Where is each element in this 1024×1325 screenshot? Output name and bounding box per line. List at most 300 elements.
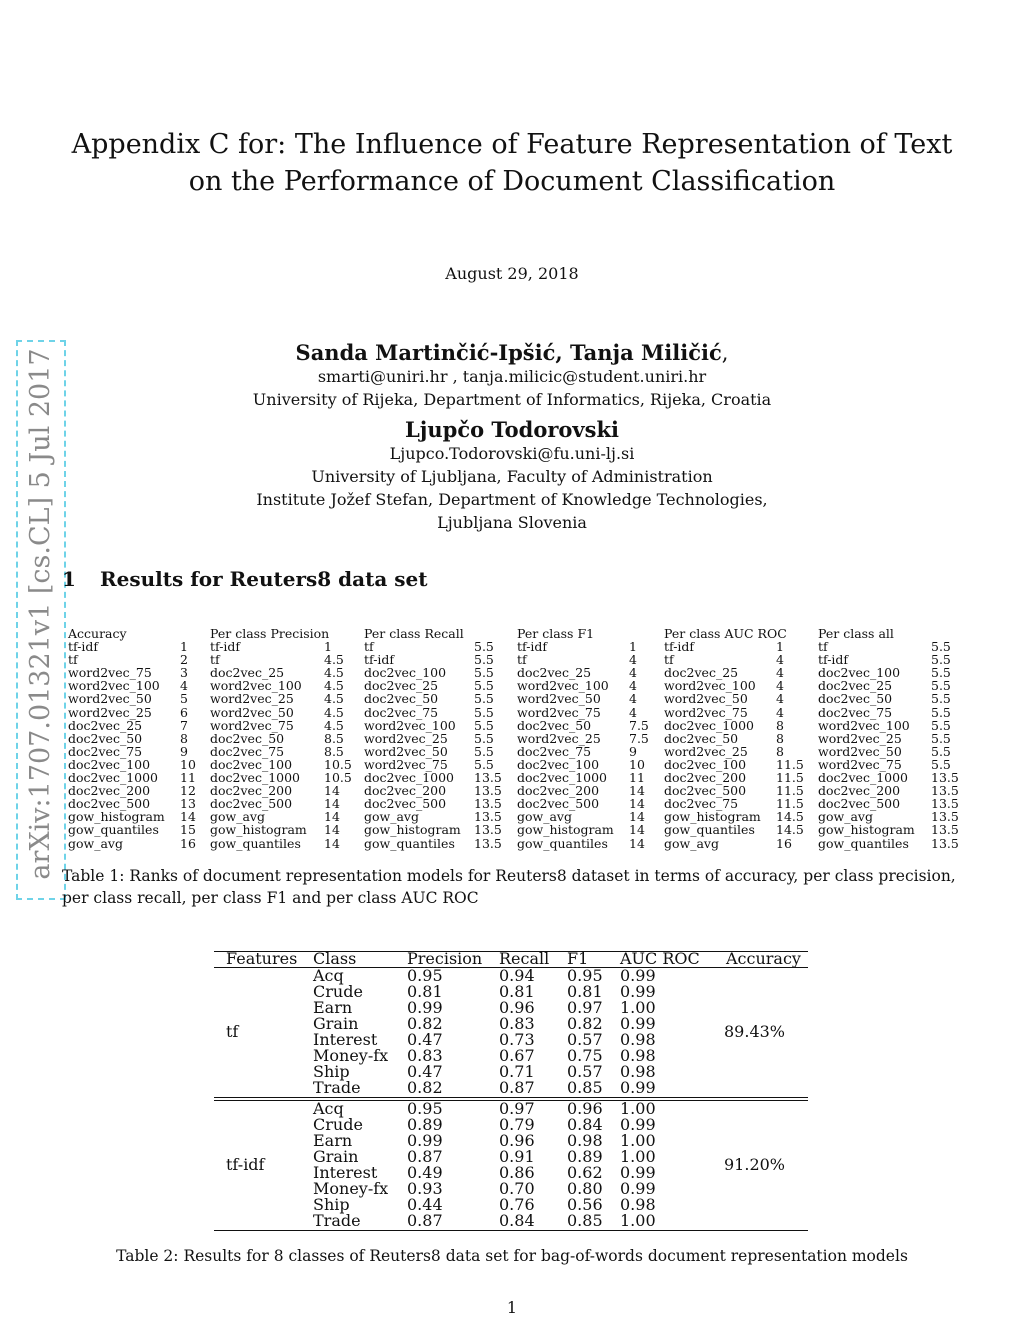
ranks-row [664, 640, 787, 653]
section-heading [62, 567, 428, 591]
recall-value: 0.83 [499, 1014, 535, 1033]
rank-value: 14 [180, 809, 196, 825]
rank-value: 5.5 [931, 756, 951, 772]
rank-value: 14 [324, 809, 340, 825]
header-auc-roc: AUC ROC [620, 949, 700, 968]
ranks-column-header: Per class Recall [364, 626, 464, 641]
model-name: word2vec_50 [664, 691, 748, 707]
ranks-row [664, 835, 792, 851]
rank-value: 11 [180, 770, 196, 786]
model-name: doc2vec_500 [517, 796, 600, 812]
f1-value: 0.85 [567, 1078, 603, 1097]
model-name: tf [664, 652, 674, 668]
rank-value: 11.5 [776, 796, 804, 812]
model-name: doc2vec_100 [818, 665, 901, 681]
ranks-column-header: Per class all [818, 626, 894, 641]
model-name: doc2vec_1000 [664, 717, 755, 733]
model-name: tf [517, 652, 527, 668]
model-name: doc2vec_100 [364, 665, 447, 681]
class-name: Acq [313, 966, 344, 985]
model-name: doc2vec_1000 [210, 770, 301, 786]
ranks-column [364, 626, 502, 851]
ranks-row [364, 835, 502, 851]
model-name: doc2vec_200 [818, 783, 901, 799]
model-name: word2vec_100 [818, 717, 910, 733]
header-precision: Precision [407, 949, 483, 968]
rank-value: 5.5 [931, 704, 951, 720]
f1-value: 0.57 [567, 1030, 603, 1049]
rank-value: 5.5 [931, 743, 951, 759]
rank-value: 10.5 [324, 756, 352, 772]
feature-name: tf-idf [226, 1155, 265, 1174]
auc-roc-value: 0.99 [620, 1115, 656, 1134]
auc-roc-value: 0.99 [620, 1179, 656, 1198]
model-name: doc2vec_50 [818, 691, 893, 707]
model-name: doc2vec_100 [210, 756, 293, 772]
auc-roc-value: 0.98 [620, 1030, 656, 1049]
rank-value: 5.5 [931, 691, 951, 707]
model-name: doc2vec_200 [68, 783, 151, 799]
header-f1: F1 [567, 949, 589, 968]
rank-value: 2 [180, 652, 188, 668]
class-name: Interest [313, 1030, 378, 1049]
rank-value: 14 [629, 822, 645, 838]
class-name: Ship [313, 1062, 350, 1081]
rank-value: 4 [629, 678, 637, 694]
model-name: word2vec_100 [68, 678, 160, 694]
f1-value: 0.80 [567, 1179, 603, 1198]
model-name: doc2vec_25 [364, 678, 439, 694]
recall-value: 0.96 [499, 1131, 535, 1150]
model-name: word2vec_25 [664, 743, 748, 759]
rank-value: 13.5 [474, 835, 502, 851]
model-name: gow_avg [664, 835, 719, 851]
recall-value: 0.71 [499, 1062, 535, 1081]
rank-value: 8 [776, 717, 784, 733]
model-name: word2vec_75 [68, 665, 152, 681]
ranks-column-header: Accuracy [68, 626, 127, 641]
class-name: Trade [313, 1211, 361, 1230]
author-email: Ljupco.Todorovski@fu.uni-lj.si [389, 444, 635, 463]
rank-value: 7.5 [629, 730, 649, 746]
recall-value: 0.94 [499, 966, 535, 985]
ranks-row [210, 639, 332, 655]
recall-value: 0.70 [499, 1179, 535, 1198]
rank-value: 14 [324, 783, 340, 799]
rank-value: 13 [180, 796, 196, 812]
rank-value: 1 [180, 639, 188, 655]
class-name: Crude [313, 1115, 363, 1134]
auc-roc-value: 0.98 [620, 1195, 656, 1214]
f1-value: 0.96 [567, 1099, 603, 1118]
rank-value: 10 [180, 756, 196, 772]
model-name: gow_histogram [818, 822, 915, 838]
class-name: Acq [313, 1099, 344, 1118]
rank-value: 13.5 [931, 770, 959, 786]
model-name: doc2vec_50 [364, 691, 439, 707]
rank-value: 1 [629, 639, 637, 655]
header-accuracy: Accuracy [726, 949, 801, 968]
precision-value: 0.49 [407, 1163, 443, 1182]
rank-value: 5.5 [474, 717, 494, 733]
model-name: doc2vec_25 [818, 678, 893, 694]
table-2-caption: Table 2: Results for 8 classes of Reuters8 data set for bag-of-words document representation models [116, 1247, 908, 1265]
ranks-column-header: Per class Precision [210, 626, 330, 641]
rank-value: 4 [776, 678, 784, 694]
model-name: doc2vec_100 [517, 756, 600, 772]
model-name: doc2vec_500 [818, 796, 901, 812]
model-name: gow_quantiles [210, 835, 301, 851]
model-name: doc2vec_50 [210, 730, 285, 746]
rank-value: 5.5 [474, 756, 494, 772]
recall-value: 0.97 [499, 1099, 535, 1118]
rank-value: 4 [629, 652, 637, 668]
precision-value: 0.87 [407, 1211, 443, 1230]
model-name: word2vec_25 [364, 730, 448, 746]
precision-value: 0.47 [407, 1062, 443, 1081]
rank-value: 8.5 [324, 730, 344, 746]
rank-value: 1 [324, 639, 332, 655]
rank-value: 9 [180, 743, 188, 759]
recall-value: 0.87 [499, 1078, 535, 1097]
recall-value: 0.73 [499, 1030, 535, 1049]
rank-value: 4 [776, 665, 784, 681]
precision-value: 0.95 [407, 966, 443, 985]
header-recall: Recall [499, 949, 550, 968]
rank-value: 7.5 [629, 717, 649, 733]
model-name: gow_avg [517, 809, 572, 825]
model-name: doc2vec_75 [364, 704, 439, 720]
model-name: doc2vec_500 [210, 796, 293, 812]
rank-value: 5.5 [931, 730, 951, 746]
rank-value: 14 [324, 835, 340, 851]
rank-value: 5.5 [474, 743, 494, 759]
rank-value: 13.5 [931, 783, 959, 799]
recall-value: 0.67 [499, 1046, 535, 1065]
rank-value: 4 [180, 678, 188, 694]
author-name: Ljupčo Todorovski [405, 417, 619, 442]
model-name: gow_quantiles [68, 822, 159, 838]
rank-value: 12 [180, 783, 196, 799]
model-name: word2vec_75 [210, 717, 294, 733]
model-name: word2vec_25 [68, 704, 152, 720]
class-name: Ship [313, 1195, 350, 1214]
model-name: doc2vec_500 [664, 783, 747, 799]
rank-value: 4.5 [324, 665, 344, 681]
author-emails: smarti@uniri.hr , tanja.milicic@student.uniri.hr [317, 367, 707, 386]
rank-value: 13.5 [931, 796, 959, 812]
ranks-row [517, 835, 645, 851]
model-name: gow_histogram [364, 822, 461, 838]
rank-value: 4.5 [324, 717, 344, 733]
rank-value: 4.5 [324, 652, 344, 668]
rank-value: 14 [324, 796, 340, 812]
section-number: 1 [62, 567, 76, 591]
rank-value: 8 [180, 730, 188, 746]
rank-value: 7 [180, 717, 188, 733]
author-block-1 [0, 340, 1024, 409]
rank-value: 13.5 [474, 770, 502, 786]
model-name: word2vec_50 [517, 691, 601, 707]
rank-value: 4 [776, 691, 784, 707]
rank-value: 16 [776, 835, 792, 851]
f1-value: 0.82 [567, 1014, 603, 1033]
model-name: word2vec_50 [210, 704, 294, 720]
arxiv-stamp [16, 340, 66, 900]
model-name: doc2vec_1000 [364, 770, 455, 786]
model-name: gow_histogram [68, 809, 165, 825]
author-names: Sanda Martinčić-Ipšić, Tanja Miličić [295, 340, 722, 365]
ranks-row [210, 835, 340, 851]
model-name: doc2vec_75 [818, 704, 893, 720]
paper-title-line-2: on the Performance of Document Classification [188, 166, 836, 197]
paper-title [0, 126, 1024, 200]
rank-value: 11 [629, 770, 645, 786]
author-affiliation: University of Rijeka, Department of Informatics, Rijeka, Croatia [252, 390, 772, 409]
model-name: tf [68, 652, 78, 668]
precision-value: 0.99 [407, 1131, 443, 1150]
model-name: word2vec_25 [818, 730, 902, 746]
auc-roc-value: 0.99 [620, 1014, 656, 1033]
rank-value: 14 [629, 835, 645, 851]
class-name: Interest [313, 1163, 378, 1182]
f1-value: 0.97 [567, 998, 603, 1017]
precision-value: 0.87 [407, 1147, 443, 1166]
model-name: doc2vec_75 [664, 796, 739, 812]
rank-value: 5 [180, 691, 188, 707]
model-name: doc2vec_75 [210, 743, 285, 759]
ranks-row [68, 835, 196, 851]
paper-title-line-1: Appendix C for: The Influence of Feature Representation of Text [71, 129, 953, 160]
author-affiliation-3: Ljubljana Slovenia [437, 513, 587, 532]
accuracy-value: 89.43% [724, 1022, 786, 1041]
recall-value: 0.96 [499, 998, 535, 1017]
model-name: gow_avg [364, 809, 419, 825]
rank-value: 10.5 [324, 770, 352, 786]
precision-value: 0.83 [407, 1046, 443, 1065]
model-name: gow_quantiles [664, 822, 755, 838]
rank-value: 5.5 [931, 665, 951, 681]
model-name: doc2vec_25 [517, 665, 592, 681]
model-name: word2vec_100 [364, 717, 456, 733]
model-name: tf-idf [517, 639, 548, 655]
class-name: Money-fx [313, 1179, 389, 1198]
rank-value: 10 [629, 756, 645, 772]
ranks-column [68, 626, 196, 851]
model-name: tf-idf [664, 639, 695, 655]
author-affiliation-2: Institute Jožef Stefan, Department of Knowledge Technologies, [256, 490, 768, 509]
rank-value: 4 [629, 704, 637, 720]
f1-value: 0.81 [567, 982, 603, 1001]
model-name: doc2vec_1000 [517, 770, 608, 786]
rank-value: 5.5 [474, 652, 494, 668]
model-name: doc2vec_200 [664, 770, 747, 786]
ranks-column [664, 626, 804, 851]
rank-value: 13.5 [931, 835, 959, 851]
class-name: Grain [313, 1014, 359, 1033]
precision-value: 0.44 [407, 1195, 443, 1214]
rank-value: 11.5 [776, 783, 804, 799]
model-name: word2vec_75 [517, 704, 601, 720]
model-name: word2vec_100 [517, 678, 609, 694]
rank-value: 4 [776, 652, 784, 668]
model-name: doc2vec_200 [517, 783, 600, 799]
f1-value: 0.85 [567, 1211, 603, 1230]
class-name: Earn [313, 998, 353, 1017]
model-name: doc2vec_75 [68, 743, 143, 759]
rank-value: 14 [629, 783, 645, 799]
model-name: tf [364, 639, 374, 655]
recall-value: 0.84 [499, 1211, 535, 1230]
model-name: gow_avg [818, 809, 873, 825]
model-name: doc2vec_1000 [68, 770, 159, 786]
ranks-row [68, 639, 188, 655]
precision-value: 0.47 [407, 1030, 443, 1049]
rank-value: 4.5 [324, 678, 344, 694]
header-class: Class [313, 949, 357, 968]
rank-value: 5.5 [474, 730, 494, 746]
rank-value: 5.5 [474, 639, 494, 655]
model-name: doc2vec_200 [364, 783, 447, 799]
auc-roc-value: 1.00 [620, 1131, 656, 1150]
author-block-2 [0, 417, 1024, 532]
rank-value: 3 [180, 665, 188, 681]
model-name: doc2vec_200 [210, 783, 293, 799]
class-name: Trade [313, 1078, 361, 1097]
section-title: Results for Reuters8 data set [100, 567, 428, 591]
model-name: gow_quantiles [364, 835, 455, 851]
auc-roc-value: 0.99 [620, 1163, 656, 1182]
precision-value: 0.82 [407, 1014, 443, 1033]
f1-value: 0.57 [567, 1062, 603, 1081]
model-name: word2vec_75 [818, 756, 902, 772]
auc-roc-value: 0.98 [620, 1062, 656, 1081]
model-name: gow_histogram [664, 809, 761, 825]
rank-value: 5.5 [474, 678, 494, 694]
author-affiliation-1: University of Ljubljana, Faculty of Administration [311, 467, 713, 486]
model-name: doc2vec_25 [664, 665, 739, 681]
table-1-caption: Table 1: Ranks of document representation models for Reuters8 dataset in terms of accuracy, per class precision, per class recall, per class F1 and per class AUC ROC [62, 867, 956, 907]
rank-value: 4 [776, 704, 784, 720]
model-name: tf-idf [364, 652, 395, 668]
model-name: word2vec_50 [364, 743, 448, 759]
paper-date: August 29, 2018 [445, 264, 579, 283]
rank-value: 14 [629, 809, 645, 825]
class-name: Money-fx [313, 1046, 389, 1065]
recall-value: 0.76 [499, 1195, 535, 1214]
model-name: word2vec_75 [664, 704, 748, 720]
model-name: gow_avg [68, 835, 123, 851]
precision-value: 0.93 [407, 1179, 443, 1198]
rank-value: 8 [776, 730, 784, 746]
rank-value: 14.5 [776, 809, 804, 825]
model-name: gow_quantiles [517, 835, 608, 851]
rank-value: 13.5 [474, 822, 502, 838]
recall-value: 0.79 [499, 1115, 535, 1134]
f1-value: 0.95 [567, 966, 603, 985]
rank-value: 6 [180, 704, 188, 720]
model-name: doc2vec_500 [68, 796, 151, 812]
model-name: doc2vec_100 [664, 756, 747, 772]
rank-value: 5.5 [931, 678, 951, 694]
rank-value: 13.5 [474, 809, 502, 825]
ranks-column-header: Per class F1 [517, 626, 595, 641]
model-name: word2vec_25 [210, 691, 294, 707]
accuracy-value: 91.20% [724, 1155, 786, 1174]
model-name: tf-idf [818, 652, 849, 668]
rank-value: 5.5 [931, 717, 951, 733]
rank-value: 4 [629, 665, 637, 681]
model-name: gow_quantiles [818, 835, 909, 851]
precision-value: 0.99 [407, 998, 443, 1017]
auc-roc-value: 1.00 [620, 1147, 656, 1166]
f1-value: 0.98 [567, 1131, 603, 1150]
model-name: doc2vec_50 [517, 717, 592, 733]
rank-value: 8.5 [324, 743, 344, 759]
model-name: word2vec_75 [364, 756, 448, 772]
rank-value: 14 [324, 822, 340, 838]
rank-value: 5.5 [931, 652, 951, 668]
rank-value: 11.5 [776, 756, 804, 772]
auc-roc-value: 0.99 [620, 966, 656, 985]
ranks-column [818, 626, 959, 851]
model-name: doc2vec_100 [68, 756, 151, 772]
f1-value: 0.62 [567, 1163, 603, 1182]
rank-value: 5.5 [474, 691, 494, 707]
rank-value: 4.5 [324, 704, 344, 720]
model-name: word2vec_50 [818, 743, 902, 759]
auc-roc-value: 1.00 [620, 1211, 656, 1230]
rank-value: 13.5 [474, 796, 502, 812]
rank-value: 11.5 [776, 770, 804, 786]
model-name: tf [210, 652, 220, 668]
auc-roc-value: 1.00 [620, 998, 656, 1017]
model-name: tf-idf [210, 639, 241, 655]
ranks-column [517, 626, 649, 851]
model-name: doc2vec_1000 [818, 770, 909, 786]
feature-name: tf [226, 1022, 239, 1041]
rank-value: 14.5 [776, 822, 804, 838]
rank-value: 13.5 [474, 783, 502, 799]
precision-value: 0.82 [407, 1078, 443, 1097]
model-name: gow_avg [210, 809, 265, 825]
rank-value: 4.5 [324, 691, 344, 707]
model-name: doc2vec_25 [68, 717, 143, 733]
rank-value: 8 [776, 743, 784, 759]
ranks-column-header: Per class AUC ROC [664, 626, 787, 641]
recall-value: 0.91 [499, 1147, 535, 1166]
table-bottom-rule [214, 1230, 808, 1231]
model-name: gow_histogram [517, 822, 614, 838]
model-name: word2vec_50 [68, 691, 152, 707]
rank-value: 13.5 [931, 809, 959, 825]
ranks-row [818, 835, 959, 851]
model-name: doc2vec_75 [517, 743, 592, 759]
rank-value: 5.5 [474, 665, 494, 681]
class-name: Grain [313, 1147, 359, 1166]
rank-value: 15 [180, 822, 196, 838]
rank-value: 1 [776, 639, 784, 655]
f1-value: 0.84 [567, 1115, 603, 1134]
header-features: Features [226, 949, 298, 968]
model-name: doc2vec_50 [664, 730, 739, 746]
author-names-comma: , [721, 341, 729, 365]
rank-value: 14 [629, 796, 645, 812]
ranks-column [210, 626, 352, 851]
rank-value: 5.5 [931, 639, 951, 655]
group-separator-rule [214, 1097, 808, 1098]
class-name: Earn [313, 1131, 353, 1150]
